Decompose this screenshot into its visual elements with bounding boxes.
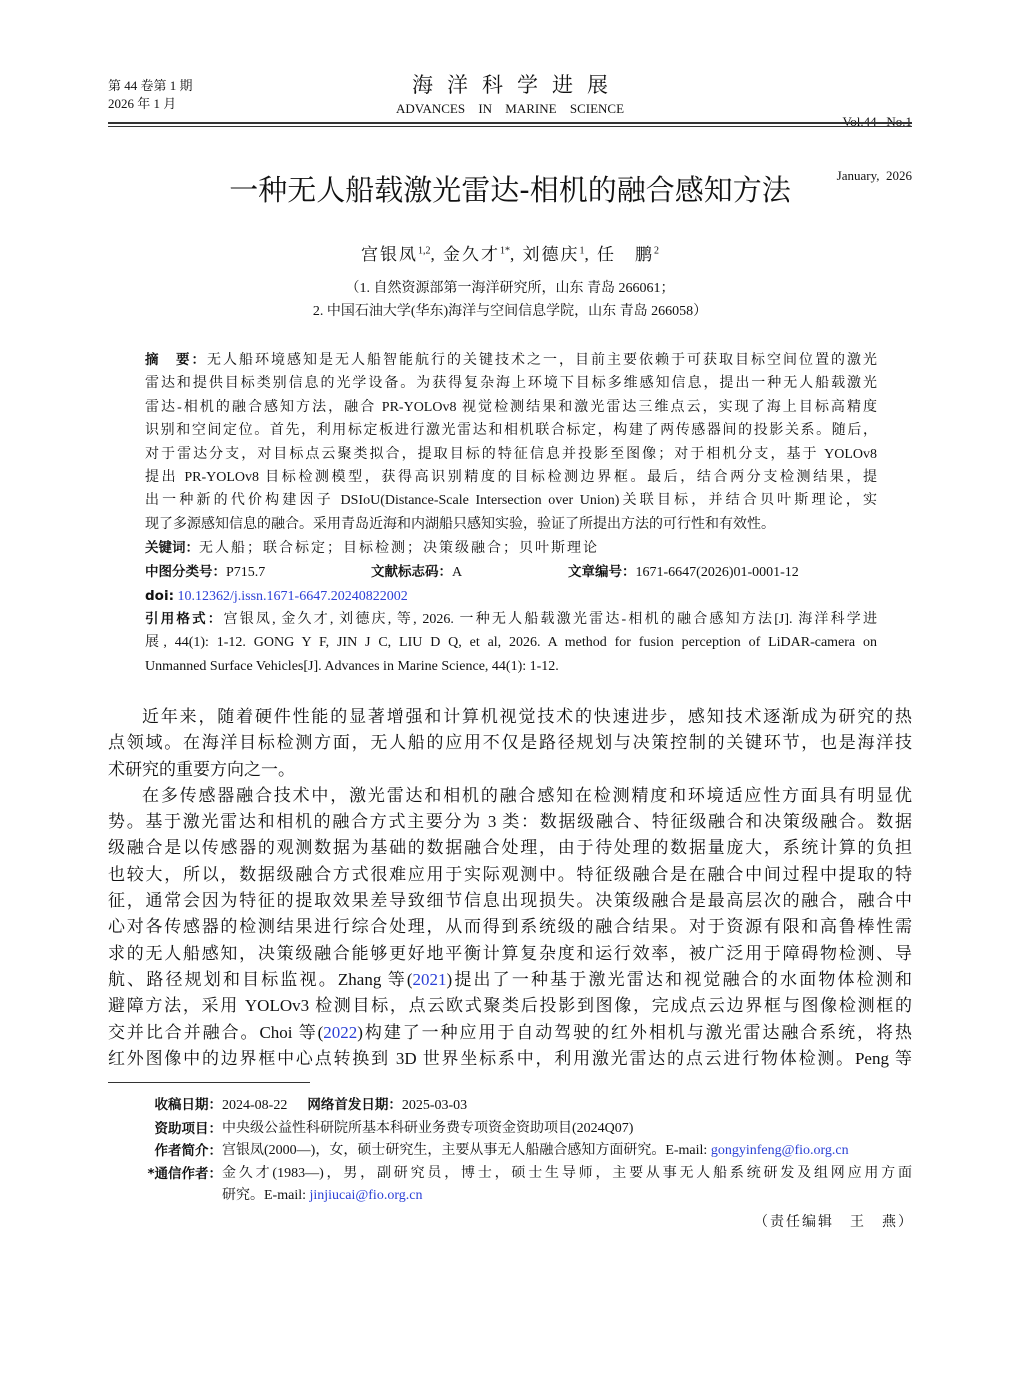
received-date: 2024-08-22 <box>222 1098 288 1113</box>
journal-name-en: ADVANCES IN MARINE SCIENCE <box>395 101 625 116</box>
author-bio-label: 作者简介： <box>154 1143 222 1160</box>
citation <box>145 608 877 678</box>
funding-label: 资助项目： <box>154 1120 222 1137</box>
text-segment: 征，通常会因为特征的提取效果差导致细节信息出现损失。决策级融合是最高层次的融合，融合中 <box>108 891 912 911</box>
body-text <box>108 704 912 1072</box>
text-segment: 交并比合并融合。Choi 等( <box>108 1022 324 1042</box>
author-affiliation-mark: 1,2 <box>418 245 431 257</box>
text-line <box>108 704 912 730</box>
affiliation-1: （1. 自然资源部第一海洋研究所，山东 青岛 266061； <box>345 281 675 296</box>
text-line <box>108 888 912 914</box>
text-line <box>145 372 877 395</box>
text-segment: 势。基于激光雷达和相机的融合方式主要分为 3 类：数据级融合、特征级融合和决策级融合。数据 <box>108 812 912 832</box>
abstract <box>145 349 877 536</box>
issue-date: 2026 年 1 月 <box>108 96 177 111</box>
text-segment: 级融合是以传感器的观测数据为基础的数据融合处理，由于待处理的数据量庞大，系统计算的负担 <box>108 838 912 858</box>
corresponding-bio: 金久才(1983—)，男，副研究员，博士，硕士生导师，主要从事无人船系统研发及组网应用方面 <box>222 1165 912 1181</box>
header-rule-thin <box>108 126 912 127</box>
text-segment: 无人船环境感知是无人船智能航行的关键技术之一，目前主要依赖于可获取目标空间位置的激光 <box>207 353 877 368</box>
text-segment: 点领域。在海洋目标检测方面，无人船的应用不仅是路径规划与决策控制的关键环节，也是海洋技 <box>108 733 912 753</box>
clc-label: 中图分类号： <box>145 564 226 580</box>
text-line <box>145 513 877 536</box>
issue-info <box>108 77 193 113</box>
keywords-label: 关键词： <box>145 540 199 556</box>
doc-code-label: 文献标志码： <box>371 564 452 580</box>
online-date: 2025-03-03 <box>401 1098 468 1113</box>
text-segment: 术研究的重要方向之一。 <box>108 759 295 779</box>
text-line <box>108 730 912 756</box>
corresponding-bio-cont: 研究。E-mail: <box>222 1188 310 1204</box>
text-segment: 提出 PR-YOLOv8 目标检测模型，获得高识别精度的目标检测边界框。最后，结合两分支检测结果，提 <box>145 470 877 486</box>
author-separator: , <box>430 245 443 264</box>
funding-value: 中央级公益性科研院所基本科研业务费专项资金资助项目(2024Q07) <box>222 1120 634 1136</box>
author-name: 金久才 <box>443 245 500 264</box>
text-segment: 近年来，随着硬件性能的显著增强和计算机视觉技术的快速进步，感知技术逐渐成为研究的热 <box>142 707 912 726</box>
author-bio: 宫银凤(2000—)，女，硕士研究生，主要从事无人船融合感知方面研究。E-mail: <box>222 1143 711 1159</box>
journal-masthead <box>310 72 710 118</box>
responsible-editor: （责任编辑 王 燕） <box>754 1215 914 1230</box>
article-no-label: 文章编号： <box>568 564 636 580</box>
text-segment: Unmanned Surface Vehicles[J]. Advances in Marine Science, 44(1): 1-12. <box>145 658 559 674</box>
author-separator: , <box>584 245 597 264</box>
text-segment: 出一种新的代价构建因子 DSIoU(Distance-Scale Intersection over Union)关联目标，并结合贝叶斯理论，实 <box>145 493 877 509</box>
text-segment: 心对各传感器的检测结果进行综合处理，从而得到系统级的融合结果。对于资源有限和高鲁棒性需 <box>108 917 912 937</box>
volume-number: Vol.44 No.1 <box>842 114 912 129</box>
article-no-value: 1671-6647(2026)01-0001-12 <box>635 565 799 580</box>
text-line <box>145 419 877 442</box>
author-name: 刘德庆 <box>522 245 580 264</box>
author-name: 宫银凤 <box>361 245 418 264</box>
online-label: 网络首发日期： <box>307 1097 402 1113</box>
footnote-corresponding <box>108 1163 912 1208</box>
reference-link[interactable]: 2021 <box>412 969 447 989</box>
text-segment: 求的无人船感知，决策级融合能够更好地平衡计算复杂度和运行效率，被广泛用于障碍物检测、导 <box>108 943 912 963</box>
footnote-author <box>108 1140 912 1163</box>
footnote-funding <box>108 1118 912 1141</box>
footnote-rule <box>108 1082 310 1083</box>
author-affiliation-mark: 1 <box>579 245 585 257</box>
text-segment: 现了多源感知信息的融合。采用青岛近海和内湖船只感知实验，验证了所提出方法的可行性和有效性。 <box>145 516 775 532</box>
text-line <box>108 862 912 888</box>
text-segment: 对于雷达分支，对目标点云聚类拟合，提取目标的特征信息并投影至图像；对于相机分支，基于 YOLOv8 <box>145 446 877 462</box>
paragraph <box>108 783 912 1072</box>
text-segment: 红外图像中的边界框中心点转换到 3D 世界坐标系中，利用激光雷达的点云进行物体检测。Peng 等 <box>108 1048 912 1068</box>
text-segment: 也较大，所以，数据级融合方式很难应用于实际观测中。特征级融合是在融合中间过程中提取的特 <box>108 864 912 884</box>
text-segment: 雷达和提供目标类别信息的光学设备。为获得复杂海上环境下目标多维感知信息，提出一种无人船载激光 <box>145 376 877 392</box>
corresponding-label: *通信作者： <box>147 1165 222 1182</box>
text-segment: 在多传感器融合技术中，激光雷达和相机的融合感知在检测精度和环境适应性方面具有明显优 <box>142 785 912 805</box>
header-rule <box>108 122 912 124</box>
footnote-dates <box>108 1094 912 1118</box>
text-segment: )提出了一种基于激光雷达和视觉融合的水面物体检测和 <box>446 969 912 989</box>
author-affiliation-mark: 2 <box>654 245 659 257</box>
text-line <box>145 489 877 512</box>
reference-link[interactable]: 2022 <box>323 1022 358 1042</box>
keywords-value: 无人船；联合标定；目标检测；决策级融合；贝叶斯理论 <box>199 541 599 556</box>
text-line <box>108 1020 912 1046</box>
text-line <box>108 757 912 783</box>
paragraph <box>108 704 912 783</box>
footnotes <box>108 1094 912 1208</box>
corresponding-email-link[interactable]: jinjiucai@fio.org.cn <box>309 1188 423 1204</box>
text-line <box>145 631 877 654</box>
issue-volume: 第 44 卷第 1 期 <box>108 78 193 93</box>
text-line <box>108 1046 912 1072</box>
paper-title: 一种无人船载激光雷达-相机的融合感知方法 <box>229 173 791 207</box>
author <box>597 245 659 264</box>
text-line <box>108 783 912 809</box>
author-affiliation-mark: 1* <box>500 245 510 257</box>
doi-link[interactable]: 10.12362/j.issn.1671-6647.20240822002 <box>177 589 408 604</box>
text-segment: 宫银凤, 金久才, 刘德庆, 等, 2026. 一种无人船载激光雷达-相机的融合感知方法[J]. 海洋科学进 <box>223 612 878 627</box>
keywords <box>145 537 877 560</box>
text-line <box>108 835 912 861</box>
text-segment: 雷达-相机的融合感知方法，融合 PR-YOLOv8 视觉检测结果和激光雷达三维点云，实现了海上目标高精度 <box>145 399 877 415</box>
author-list <box>0 240 1020 265</box>
affiliation-2: 2. 中国石油大学(华东)海洋与空间信息学院，山东 青岛 266058） <box>312 304 708 319</box>
text-segment: 避障方法，采用 YOLOv3 检测目标，点云欧式聚类后投影到图像，完成点云边界框与图像检测框的 <box>108 996 912 1016</box>
text-line <box>108 914 912 940</box>
author <box>443 245 523 264</box>
volume-date: January, 2026 <box>836 168 912 183</box>
text-line <box>108 941 912 967</box>
text-line <box>108 967 912 993</box>
journal-name-cn: 海洋科学进展 <box>412 73 622 97</box>
text-segment: 航、路径规划和目标监视。Zhang 等( <box>108 969 413 989</box>
author <box>361 245 443 264</box>
text-line <box>145 349 877 372</box>
text-segment: 展, 44(1): 1-12. GONG Y F, JIN J C, LIU D Q, et al, 2026. A method for fusion perception of LiDAR-camera on <box>145 635 877 651</box>
text-line <box>145 443 877 466</box>
affiliations <box>0 277 1020 323</box>
text-line <box>108 809 912 835</box>
text-line <box>145 608 877 631</box>
text-line <box>108 993 912 1019</box>
author-separator: , <box>510 245 523 264</box>
text-line <box>145 655 877 678</box>
clc-value: P715.7 <box>226 565 266 580</box>
doc-code-value: A <box>452 565 463 580</box>
author-email-link[interactable]: gongyinfeng@fio.org.cn <box>710 1143 849 1159</box>
text-line <box>145 466 877 489</box>
citation-label: 引用格式： <box>145 611 224 627</box>
author-name: 任 鹏 <box>597 245 654 264</box>
text-line <box>145 396 877 419</box>
doi-row <box>145 585 877 608</box>
author <box>523 245 598 264</box>
text-segment: )构建了一种应用于自动驾驶的红外相机与激光雷达融合系统，将热 <box>357 1022 912 1042</box>
doi-label: doi: <box>145 588 174 604</box>
abstract-label: 摘 要： <box>145 352 207 368</box>
text-segment: 识别和空间定位。首先，利用标定板进行激光雷达和相机联合标定，构建了两传感器间的投影关系。随后， <box>145 423 877 439</box>
received-label: 收稿日期： <box>154 1097 222 1113</box>
